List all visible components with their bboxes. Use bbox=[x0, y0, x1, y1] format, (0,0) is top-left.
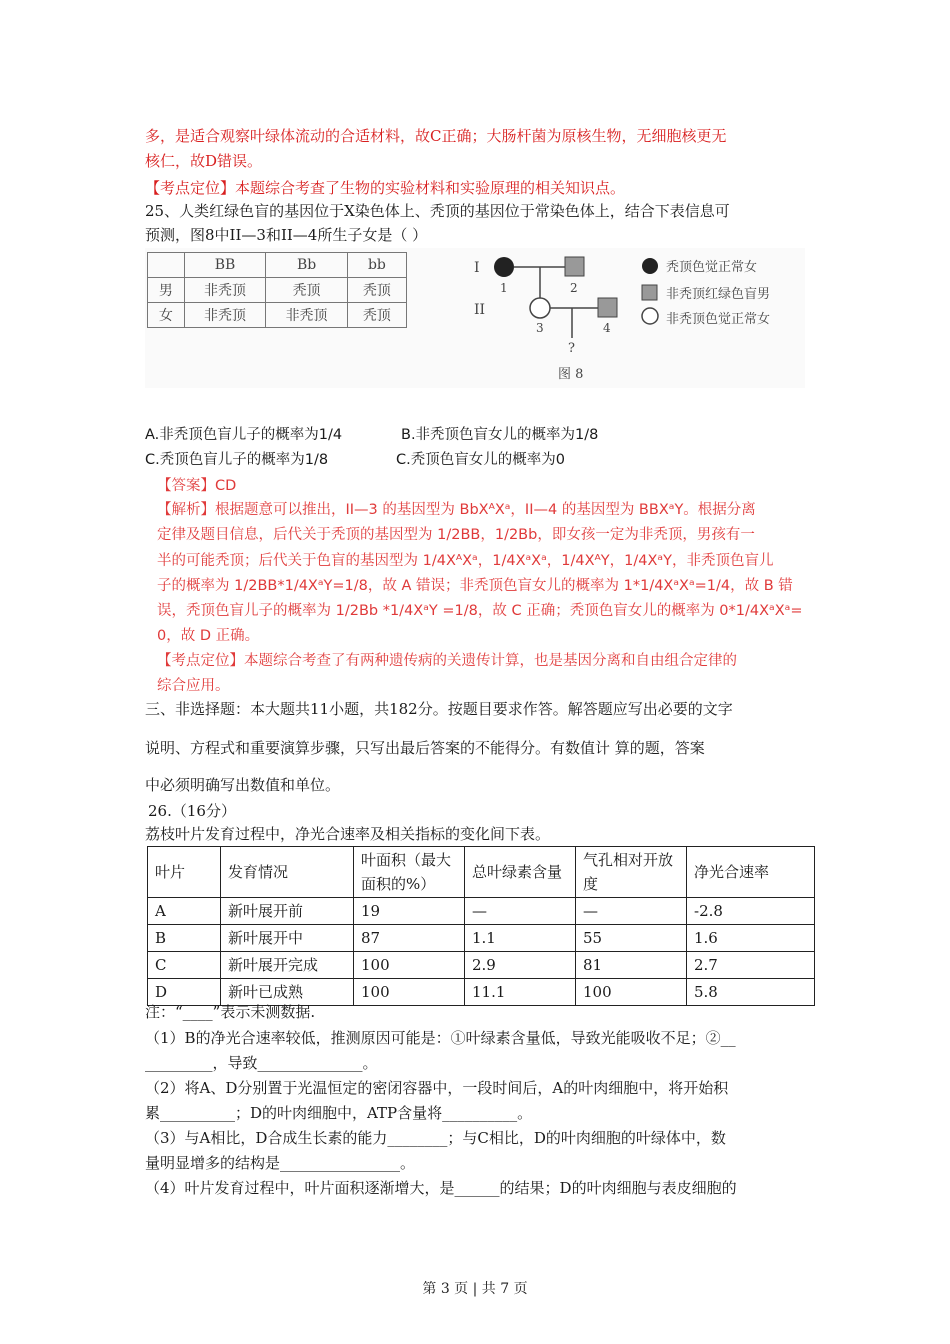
subquestion-3: （3）与A相比，D合成生长素的能力________；与C相比，D的叶肉细胞的叶绿体中，数 bbox=[145, 1129, 726, 1147]
table-cell: 非秃顶 bbox=[266, 303, 348, 328]
table-header-cell: 总叶绿素含量 bbox=[465, 847, 576, 898]
option-c: C.秃顶色盲儿子的概率为1/8 bbox=[145, 452, 329, 468]
table-cell: 新叶展开中 bbox=[221, 925, 354, 952]
table-cell bbox=[148, 253, 185, 278]
subquestion-2: （2）将A、D分别置于光温恒定的密闭容器中，一段时间后，A的叶肉细胞中，将开始积 bbox=[145, 1079, 729, 1097]
table-cell: 男 bbox=[148, 278, 185, 303]
table-cell: bb bbox=[347, 253, 406, 278]
individual-female-normal bbox=[530, 298, 550, 318]
generation-label: II bbox=[474, 302, 486, 318]
table-row bbox=[148, 952, 815, 979]
legend-item: 秃顶色觉正常女 bbox=[666, 260, 758, 275]
table-row bbox=[148, 898, 815, 925]
question-26-intro: 荔枝叶片发育过程中，净光合速率及相关指标的变化间下表。 bbox=[145, 825, 551, 843]
table-cell: 新叶展开前 bbox=[221, 898, 354, 925]
table-cell: C bbox=[148, 952, 221, 979]
table-cell: D bbox=[148, 979, 221, 1006]
section-heading: 三、非选择题：本大题共11小题，共182分。按题目要求作答。解答题应写出必要的文字 bbox=[145, 700, 733, 718]
subquestion-1: _________，导致______________。 bbox=[145, 1054, 378, 1072]
table-cell: B bbox=[148, 925, 221, 952]
individual-number: 2 bbox=[570, 281, 578, 295]
subquestion-4: （4）叶片发育过程中，叶片面积逐渐增大，是______的结果；D的叶肉细胞与表皮细胞的 bbox=[145, 1179, 737, 1197]
table-note: 注：“____”表示未测数据. bbox=[145, 1003, 316, 1021]
pedigree-chart bbox=[460, 248, 640, 388]
option-b: B.非秃顶色盲女儿的概率为1/8 bbox=[401, 427, 599, 443]
table-cell: 5.8 bbox=[687, 979, 815, 1006]
answer: 【答案】CD bbox=[157, 478, 237, 494]
text-line: 多，是适合观察叶绿体流动的合适材料，故C正确；大肠杆菌为原核生物，无细胞核更无 bbox=[145, 127, 727, 145]
text-line: 核仁，故D错误。 bbox=[145, 152, 263, 170]
individual-number: 1 bbox=[500, 281, 508, 295]
individual-male-colorblind bbox=[565, 257, 584, 276]
table-cell: 秃顶 bbox=[347, 278, 406, 303]
table-cell: 2.7 bbox=[687, 952, 815, 979]
table-cell: — bbox=[465, 898, 576, 925]
table-cell: 1.1 bbox=[465, 925, 576, 952]
analysis-line: 【解析】根据题意可以推出，II—3 的基因型为 BbXᴬXᵃ，II—4 的基因型为 BBXᵃY。根据分离 bbox=[157, 502, 756, 518]
table-cell: 100 bbox=[576, 979, 687, 1006]
topic-note: 【考点定位】本题综合考查了生物的实验材料和实验原理的相关知识点。 bbox=[145, 179, 626, 197]
legend-item: 非秃顶红绿色盲男 bbox=[666, 287, 771, 302]
offspring-unknown: ? bbox=[568, 341, 575, 356]
analysis-line: 定律及题目信息，后代关于秃顶的基因型为 1/2BB，1/2Bb，即女孩一定为非秃顶，男孩有一 bbox=[157, 527, 755, 543]
table-cell: 100 bbox=[354, 979, 465, 1006]
individual-male-colorblind bbox=[598, 298, 617, 317]
individual-number: 4 bbox=[603, 321, 611, 335]
table-header-cell: 净光合速率 bbox=[687, 847, 815, 898]
table-cell: 11.1 bbox=[465, 979, 576, 1006]
subquestion-2: 累__________；D的叶肉细胞中，ATP含量将__________。 bbox=[145, 1104, 533, 1122]
table-cell: 1.6 bbox=[687, 925, 815, 952]
subquestion-1: （1）B的净光合速率较低，推测原因可能是：①叶绿素含量低，导致光能吸收不足；②__ bbox=[145, 1029, 736, 1047]
analysis-line: 误，秃顶色盲儿子的概率为 1/2Bb *1/4XᵃY =1/8，故 C 正确；秃顶色盲女儿的概率为 0*1/4XᵃXᵃ= bbox=[157, 603, 803, 619]
analysis-line: 子的概率为 1/2BB*1/4XᵃY=1/8，故 A 错误；非秃顶色盲女儿的概率为 1*1/4XᵃXᵃ=1/4，故 B 错 bbox=[157, 578, 793, 594]
table-header-cell: 气孔相对开放度 bbox=[576, 847, 687, 898]
table-cell: 81 bbox=[576, 952, 687, 979]
page-footer: 第 3 页 | 共 7 页 bbox=[422, 1281, 528, 1297]
question-25-stem: 预测，图8中II—3和II—4所生子女是（ ） bbox=[145, 226, 428, 244]
analysis-line: 0，故 D 正确。 bbox=[157, 628, 260, 644]
genotype-table bbox=[147, 252, 407, 328]
table-cell: 新叶已成熟 bbox=[221, 979, 354, 1006]
analysis-line: 半的可能秃顶；后代关于色盲的基因型为 1/4XᴬXᵃ，1/4XᵃXᵃ，1/4XᴬY，1/4XᵃY，非秃顶色盲儿 bbox=[157, 553, 774, 569]
table-cell: 女 bbox=[148, 303, 185, 328]
analysis-line: 【考点定位】本题综合考查了有两种遗传病的关遗传计算，也是基因分离和自由组合定律的 bbox=[157, 653, 737, 669]
section-text: 说明、方程式和重要演算步骤，只写出最后答案的不能得分。有数值计 算的题，答案 bbox=[145, 739, 705, 757]
table-cell: 19 bbox=[354, 898, 465, 925]
leaf-data-table bbox=[147, 846, 815, 1006]
table-header-cell: 发育情况 bbox=[221, 847, 354, 898]
table-cell: 秃顶 bbox=[266, 278, 348, 303]
table-cell: 100 bbox=[354, 952, 465, 979]
individual-number: 3 bbox=[536, 321, 544, 335]
table-header-cell: 叶面积（最大面积的%） bbox=[354, 847, 465, 898]
table-cell: — bbox=[576, 898, 687, 925]
section-text: 中必须明确写出数值和单位。 bbox=[145, 776, 341, 794]
figure-caption: 图 8 bbox=[558, 367, 584, 382]
analysis-line: 综合应用。 bbox=[157, 678, 230, 694]
table-cell: 2.9 bbox=[465, 952, 576, 979]
table-cell: A bbox=[148, 898, 221, 925]
table-cell: 87 bbox=[354, 925, 465, 952]
table-cell: Bb bbox=[266, 253, 348, 278]
table-cell: 秃顶 bbox=[347, 303, 406, 328]
subquestion-3: 量明显增多的结构是________________。 bbox=[145, 1154, 416, 1172]
table-cell: -2.8 bbox=[687, 898, 815, 925]
question-25-stem: 25、人类红绿色盲的基因位于X染色体上、秃顶的基因位于常染色体上，结合下表信息可 bbox=[145, 202, 730, 220]
individual-female-affected bbox=[494, 257, 514, 277]
table-header-cell: 叶片 bbox=[148, 847, 221, 898]
table-row bbox=[148, 925, 815, 952]
table-cell: 非秃顶 bbox=[184, 303, 266, 328]
generation-label: I bbox=[474, 260, 480, 276]
option-a: A.非秃顶色盲儿子的概率为1/4 bbox=[145, 427, 343, 443]
legend-symbols bbox=[640, 256, 660, 326]
table-cell: BB bbox=[184, 253, 266, 278]
question-26-head: 26.（16分） bbox=[148, 802, 236, 820]
legend-item: 非秃顶色觉正常女 bbox=[666, 312, 771, 327]
table-cell: 55 bbox=[576, 925, 687, 952]
option-d: C.秃顶色盲女儿的概率为0 bbox=[396, 452, 565, 468]
table-cell: 非秃顶 bbox=[184, 278, 266, 303]
table-cell: 新叶展开完成 bbox=[221, 952, 354, 979]
